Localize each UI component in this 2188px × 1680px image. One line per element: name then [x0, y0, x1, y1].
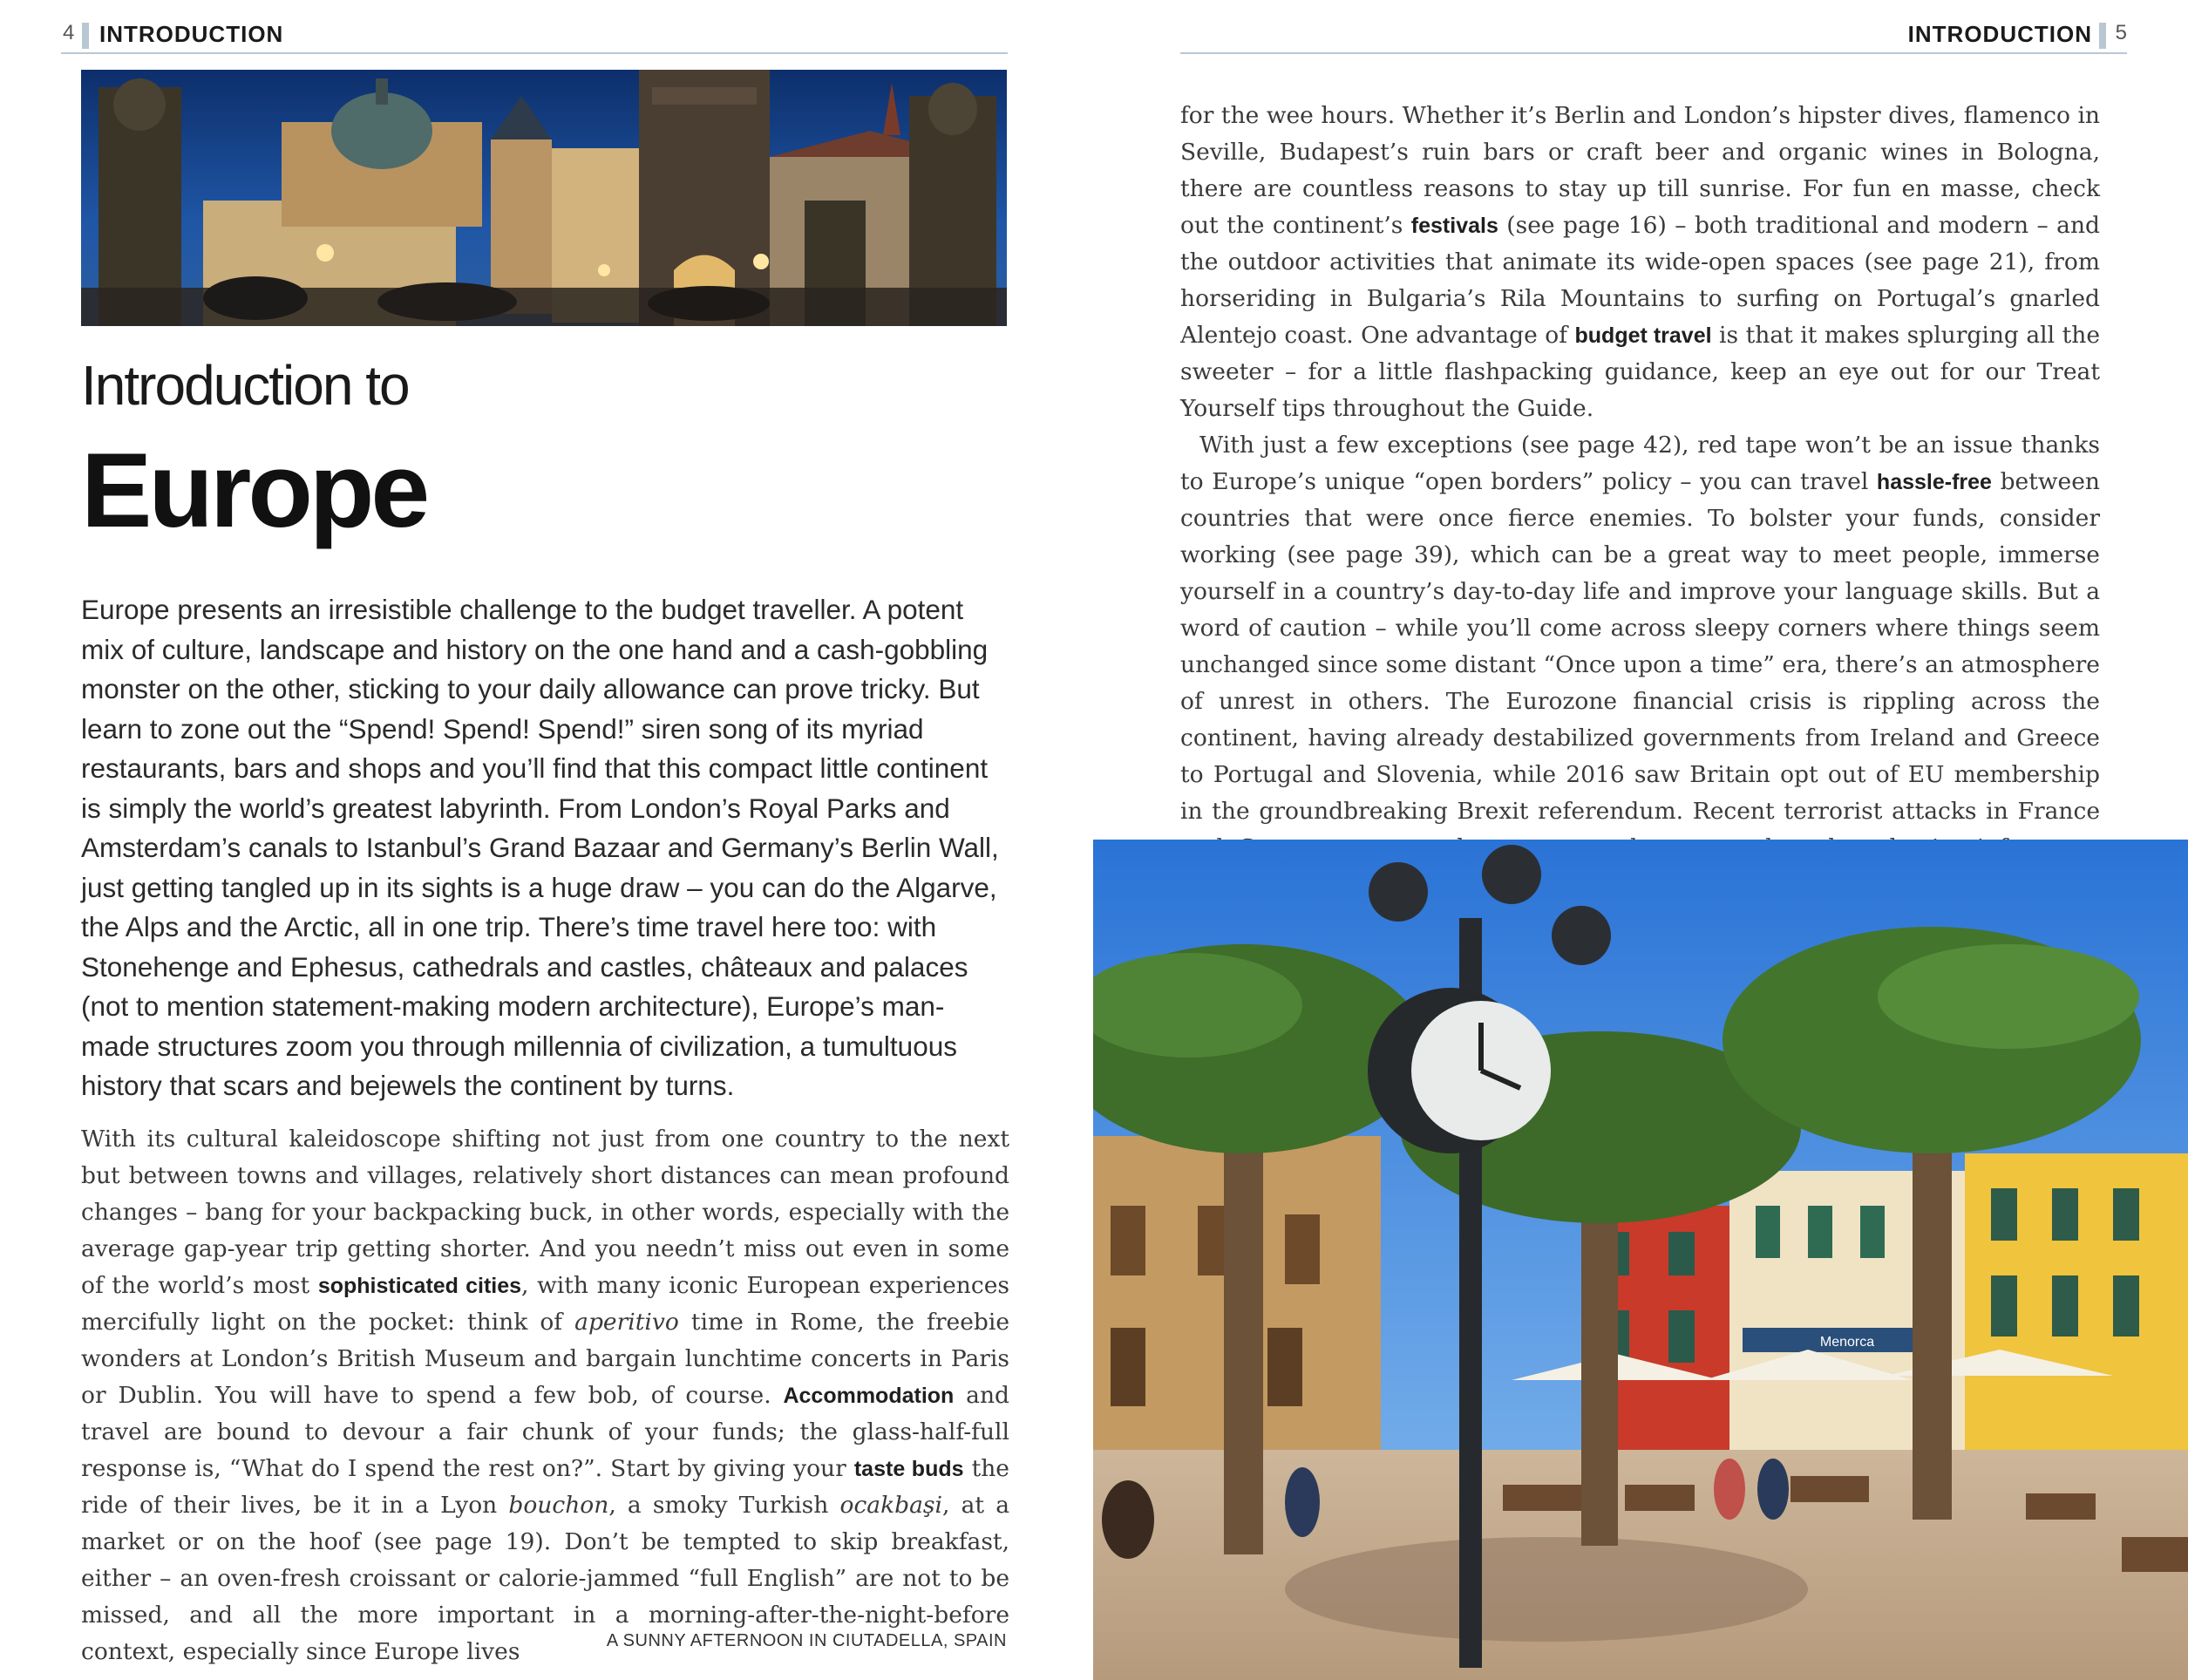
- keyword-taste-buds: taste buds: [853, 1457, 964, 1481]
- text-run: between countries that were once fierce enemies. To bolster your funds, consider working (see page 39), which can be a great way to meet people, immerse yourself in a country’s day-to-day life and improve your language skills. But a word of caution – while you’ll come across sleepy corners where things seem unchanged since some distant “Once upon a time” era, there’s an atmosphere of unrest in others. The Eurozone financial crisis is rippling across the continent, having already destabilized governments from Ireland and Greece to Portugal and Slovenia, while 2016 saw Britain opt out of EU membership in the groundbreaking Brexit referendum. Recent terrorist attacks in France: [1180, 468, 2100, 825]
- text-run: , with many iconic European experiences mercifully light on the pocket: think of: [81, 1272, 1009, 1336]
- text-run: is that it makes splurging all the sweeter – for a little flashpacking guidance, keep an eye out for our Treat Yourself tips throughout the Guide.: [1180, 322, 2100, 422]
- text-run: and travel are bound to devour a fair chunk of your funds; the glass-half-full response is, “What do I spend the rest on?”. Start by giving your: [81, 1382, 1010, 1482]
- body-text-left: [81, 1121, 1009, 1670]
- keyword-sophisticated-cities: sophisticated cities: [317, 1274, 522, 1298]
- text-run: With just a few exceptions (see page 42), red tape won’t be an issue thanks to Europe’s unique “open borders” policy – you can travel: [1180, 432, 2100, 495]
- text-run: , at a market or on the hoof (see page 19). Don’t be tempted to skip breakfast, either – an oven-fresh croissant or calorie-jammed “full English” are not to be missed, and all the more important in a morning-after-the-night-before context, especially since Europe lives: [81, 1492, 1009, 1665]
- body-right-paragraph-1: [1180, 98, 2100, 427]
- page-number-right: 5: [2115, 21, 2127, 44]
- italic-bouchon: bouchon: [508, 1492, 609, 1519]
- ciutadella-photo: [1093, 840, 2188, 1680]
- running-header-right: [1180, 17, 2127, 54]
- italic-ocakbasi: ocakbaşi: [839, 1492, 942, 1519]
- keyword-accommodation: Accommodation: [783, 1384, 955, 1408]
- photo-caption: A SUNNY AFTERNOON IN CIUTADELLA, SPAIN: [606, 1631, 1007, 1650]
- keyword-hassle-free: hassle-free: [1876, 470, 1992, 494]
- header-bar-left: [82, 23, 89, 49]
- text-run: time in Rome, the freebie wonders at London’s British Museum and bargain lunchtime concerts in Paris or Dublin. You will have to spend a few bob, of course.: [81, 1309, 1009, 1409]
- lead-paragraph: Europe presents an irresistible challenge to the budget traveller. A potent mix of culture, landscape and history on the one hand and a cash-gobbling monster on the other, sticking to your daily allowance can prove tricky. But learn to zone out the “Spend! Spend! Spend!” siren song of its myriad restaurants, bars and shops and you’ll find that this compact little continent is simply the world’s greatest labyrinth. From London’s Royal Parks and Amsterdam’s canals to Istanbul’s Grand Bazaar and Germany’s Berlin Wall, just getting tangled up in its sights is a huge draw – you can do the Algarve, the Alps and the Arctic, all in one trip. There’s time travel here too: with Stonehenge and Ephesus, cathedrals and castles, châteaux and palaces (not to mention statement-making modern architecture), Europe’s man-made structures zoom you through millennia of civilization, a tumultuous history that scars and bejewels the continent by turns.: [81, 594, 999, 1101]
- italic-aperitivo: aperitivo: [574, 1309, 679, 1336]
- text-run: the ride of their lives, be it in a Lyon: [81, 1455, 1009, 1519]
- section-title-left: INTRODUCTION: [99, 21, 284, 47]
- text-run: (see page 16) – both traditional and modern – and the outdoor activities that animate its wide-open spaces (see page 21), from horseriding in Bulgaria’s Rila Mountains to surfing on Portugal’s gnarled Alentejo coast. One advantage of: [1180, 212, 2100, 349]
- body-text-right: [1180, 98, 2100, 940]
- section-title-right: INTRODUCTION: [1907, 21, 2092, 47]
- title-intro-line: Introduction to: [81, 354, 409, 417]
- header-bar-right: [2099, 23, 2106, 49]
- text-run: With its cultural kaleidoscope shifting not just from one country to the next but between towns and villages, relatively short distances can mean profound changes – bang for your backpacking buck, in other words, especially with the average gap-year trip getting shorter. And you needn’t miss out even in some of the world’s most: [81, 1126, 1009, 1299]
- keyword-festivals: festivals: [1410, 214, 1498, 238]
- body-left-paragraph: [81, 1121, 1009, 1670]
- title-europe: Europe: [81, 431, 427, 549]
- text-run: , a smoky Turkish: [608, 1492, 840, 1519]
- sign-text: Menorca: [1819, 1335, 1875, 1350]
- running-header-left: [61, 17, 1008, 54]
- keyword-budget-travel: budget travel: [1574, 323, 1712, 348]
- prague-photo: [81, 70, 1007, 326]
- text-run: for the wee hours. Whether it’s Berlin and London’s hipster dives, flamenco in Seville, Budapest’s ruin bars or craft beer and organic wines in Bologna, there are countless reasons to stay up till sunrise. For fun en masse, check out the continent’s: [1180, 102, 2100, 239]
- page-number-left: 4: [63, 21, 75, 44]
